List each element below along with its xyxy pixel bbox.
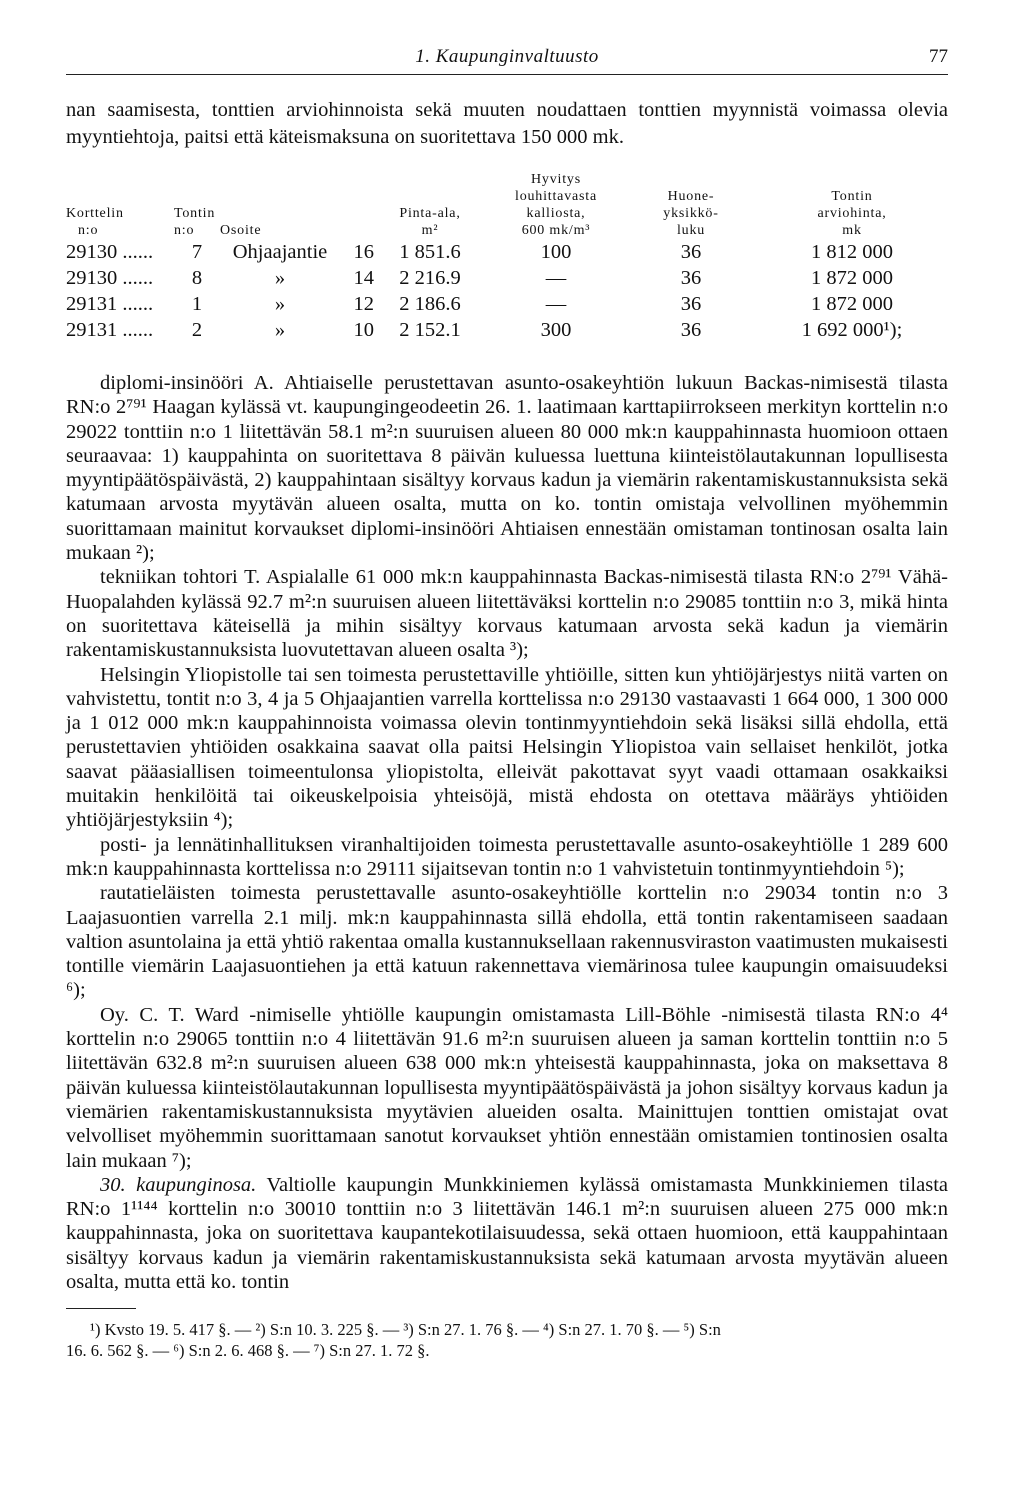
cell-street: » bbox=[274, 293, 286, 315]
running-header bbox=[66, 40, 948, 75]
cell-valuation: 1 812 000 bbox=[811, 241, 893, 263]
table-row bbox=[66, 291, 948, 317]
footnotes bbox=[66, 1319, 948, 1361]
decision-paragraph: tekniikan tohtori T. Aspialalle 61 000 mk:n kauppahinnasta Backas-nimisestä tilasta RN:o 2⁷⁹¹ Vähä-Huopalahden kylässä 92.7 m²:n suuruisen alueen liitettäväksi korttelin n:o 29085 tonttiin n:o 3, mikä hinta on suoritettava käteisellä ja mihin sisältyy korvaus katumaan arvosta sekä kadun ja viemärin rakentamiskustannuksista luovutettavan alueen osalta ³); bbox=[66, 566, 948, 662]
col-header-lot: Tontin n:o bbox=[174, 206, 216, 238]
page-title: 1. Kaupunginvaltuusto bbox=[415, 46, 599, 67]
decision-paragraph: Oy. C. T. Ward -nimiselle yhtiölle kaupungin omistamasta Lill-Böhle -nimisestä tilasta RN:o 4⁴ korttelin n:o 29065 tonttiin n:o 4 liitettävän 91.6 m²:n suuruisen alueen ja saman korttelin tonttiin n:o 5 liitettävän 632.8 m²:n suuruisen alueen 638 000 mk:n yhteisestä kauppahinnasta, joka on maksettava 8 päivän kuluessa kiinteistölautakunnan lopullisesta myyntipäätöspäivästä ja johon sisältyy korvaus kadun ja viemärien rakentamiskustannuksista myytävien alueiden osalta. Mainittujen tonttien omistajat ovat velvolliset myöhemmin suorittamaan sanotut korvaukset yhtiön ennestään omistamien tontinosien osalta lain mukaan ⁷); bbox=[66, 1003, 948, 1172]
cell-area: 2 152.1 bbox=[399, 319, 461, 341]
cell-block: 29131 ...... bbox=[66, 319, 154, 341]
table-row bbox=[66, 317, 948, 343]
decision-paragraph: posti- ja lennätinhallituksen viranhaltijoiden toimesta perustettavalle asunto-osakeyhtiölle 1 289 600 mk:n kauppahinnasta korttelissa n:o 29111 sijaitsevan tontin n:o 1 vahvistetuin tontinmyyntiehdoin ⁵); bbox=[66, 833, 948, 880]
cell-lot: 7 bbox=[191, 241, 203, 263]
cell-lot: 2 bbox=[191, 319, 203, 341]
footnote-rule bbox=[66, 1308, 136, 1309]
decision-paragraph: diplomi-insinööri A. Ahtiaiselle perustettavan asunto-osakeyhtiön lukuun Backas-nimisestä tilasta RN:o 2⁷⁹¹ Haagan kylässä vt. kaupungingeodeetin 26. 1. laatimaan karttapiirrokseen merkityn korttelin n:o 29022 tonttiin n:o 1 liitettävän 58.1 m²:n suuruisen alueen 80 000 mk:n kauppahinnasta huomioon ottaen seuraavaa: 1) kauppahinta on suoritettava 8 päivän kuluessa luettuna kiinteistölautakunnan lopullisesta myyntipäätöspäivästä, 2) kauppahintaan sisältyy korvaus kadun ja viemärin rakentamiskustannuksista sekä katumaan arvosta myytävän alueen osalta, mutta on ko. tontin omistaja velvollinen myöhemmin suorittamaan mainitut korvaukset diplomi-insinööri Ahtiaisen ennestään omistaman tontinosan osalta lain mukaan ²); bbox=[66, 372, 948, 565]
col-header-rooms: Huone- yksikkö- luku bbox=[663, 189, 719, 238]
cell-refund: 100 bbox=[540, 241, 572, 263]
cell-house: 12 bbox=[353, 293, 374, 315]
cell-rooms: 36 bbox=[680, 293, 702, 315]
cell-lot: 8 bbox=[191, 267, 203, 289]
cell-refund: — bbox=[545, 293, 567, 315]
col-header-area: Pinta-ala, m² bbox=[399, 206, 461, 238]
table-row bbox=[66, 239, 948, 265]
cell-house: 14 bbox=[353, 267, 374, 289]
decision-paragraph: Helsingin Yliopistolle tai sen toimesta perustettaville yhtiöille, sitten kun yhtiöjärjestys niitä varten on vahvistettu, tontit n:o 3, 4 ja 5 Ohjaajantien varrella korttelissa n:o 29130 vastaavasti 1 664 000, 1 300 000 ja 1 012 000 mk:n kauppahinnoista voimassa olevin tontinmyyntiehdoin sekä lisäksi sillä ehdolla, että perustettavien yhtiöiden osakkaina saavat olla paitsi Helsingin Yliopistoa vain sellaiset henkilöt, jotka saavat pääasiallisen toimeentulonsa yliopistolta, elleivät pakottavat syyt vaadi ottamaan osakkaiksi muitakin henkilöitä tai oikeuskelpoisia yhteisöjä, mistä ehdosta on otettava määräys yhtiöiden yhtiöjärjestyksiin ⁴); bbox=[66, 663, 948, 832]
page-number: 77 bbox=[929, 46, 948, 67]
cell-refund: — bbox=[545, 267, 567, 289]
table-header-row bbox=[66, 171, 948, 239]
col-header-valuation: Tontin arviohinta, mk bbox=[817, 189, 887, 238]
cell-rooms: 36 bbox=[680, 267, 702, 289]
cell-block: 29130 ...... bbox=[66, 267, 154, 289]
cell-refund: 300 bbox=[540, 319, 572, 341]
cell-house: 10 bbox=[353, 319, 374, 341]
cell-valuation: 1 872 000 bbox=[811, 293, 893, 315]
section-text: Valtiolle kaupungin Munkkiniemen kylässä omistamasta Munkkiniemen tilasta RN:o 1¹¹⁴⁴ korttelin n:o 30010 tonttiin n:o 3 liitettävän 146.1 m²:n suuruisen alueen 275 000 mk:n kauppahinnasta, joka on suoritettava kaupantekotilaisuudessa, sekä ottaen huomioon, että kauppahintaan sisältyy korvaus kadun ja viemärin rakentamiskustannuksista sekä katumaan arvosta myytävän alueen osalta, mutta että ko. tontin bbox=[66, 1173, 948, 1293]
cell-area: 1 851.6 bbox=[399, 241, 461, 263]
cell-valuation: 1 692 000¹); bbox=[801, 319, 903, 341]
table-row bbox=[66, 265, 948, 291]
col-header-address: Osoite bbox=[220, 223, 262, 238]
cell-block: 29130 ...... bbox=[66, 241, 154, 263]
section-paragraph bbox=[66, 1173, 948, 1294]
footnote-line: 16. 6. 562 §. — ⁶) S:n 2. 6. 468 §. — ⁷) S:n 27. 1. 72 §. bbox=[66, 1341, 430, 1361]
cell-area: 2 216.9 bbox=[399, 267, 461, 289]
cell-block: 29131 ...... bbox=[66, 293, 154, 315]
cell-street: Ohjaajantie bbox=[232, 241, 328, 263]
decision-paragraph: rautatieläisten toimesta perustettavalle asunto-osakeyhtiölle korttelin n:o 29034 tontin n:o 3 Laajasuontien varrella 2.1 milj. mk:n kauppahinnasta sillä ehdolla, että tontin rakentamiseen saadaan valtion asuntolaina ja että yhtiö rakentaa omalla kustannuksellaan rakennusviraston vaatimusten mukaisesti tontille viemärin Laajasuontiehen ja että katuun rakennettava viemärinosa tulee kaupungin omaisuudeksi ⁶); bbox=[66, 882, 948, 1002]
cell-house: 16 bbox=[353, 241, 374, 263]
cell-rooms: 36 bbox=[680, 319, 702, 341]
intro-paragraph: nan saamisesta, tonttien arviohinnoista sekä muuten noudattaen tonttien myynnistä voimassa olevia myyntiehtoja, paitsi että käteismaksuna on suoritettava 150 000 mk. bbox=[66, 99, 948, 148]
lot-table bbox=[66, 171, 948, 343]
cell-rooms: 36 bbox=[680, 241, 702, 263]
col-header-block: Korttelin n:o bbox=[66, 206, 124, 238]
col-header-refund: Hyvitys louhittavasta kalliosta, 600 mk/m³ bbox=[515, 172, 597, 238]
cell-lot: 1 bbox=[191, 293, 203, 315]
cell-street: » bbox=[274, 319, 286, 341]
document-page bbox=[66, 40, 948, 1361]
footnote-line: ¹) Kvsto 19. 5. 417 §. — ²) S:n 10. 3. 225 §. — ³) S:n 27. 1. 76 §. — ⁴) S:n 27. 1. 70 §. — ⁵) S:n bbox=[90, 1320, 721, 1340]
decision-list bbox=[66, 371, 948, 1294]
cell-street: » bbox=[274, 267, 286, 289]
cell-area: 2 186.6 bbox=[399, 293, 461, 315]
section-heading: 30. kaupunginosa. bbox=[100, 1173, 257, 1196]
cell-valuation: 1 872 000 bbox=[811, 267, 893, 289]
